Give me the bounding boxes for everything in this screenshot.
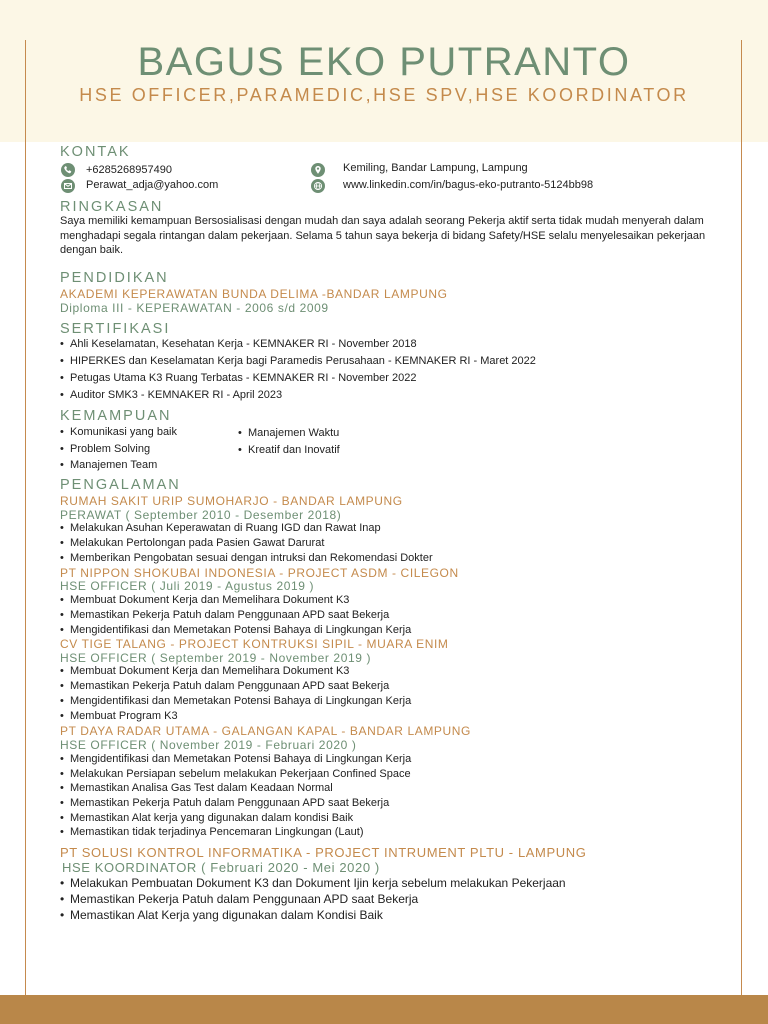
location-pin-icon: [311, 163, 325, 177]
contact-linkedin[interactable]: www.linkedin.com/in/bagus-eko-putranto-5124bb98: [343, 179, 594, 191]
job-company: CV TIGE TALANG - PROJECT KONTRUKSI SIPIL - MUARA ENIM: [60, 637, 449, 651]
phone-icon: [61, 163, 75, 177]
job-position: HSE KOORDINATOR ( Februari 2020 - Mei 2020 ): [62, 860, 380, 875]
list-item: • Memastikan Pekerja Patuh dalam Penggunaan APD saat Bekerja: [60, 892, 566, 908]
certifications-list: [60, 337, 536, 405]
list-item: • Petugas Utama K3 Ruang Terbatas - KEMNAKER RI - November 2022: [60, 371, 536, 388]
list-item: • Melakukan Persiapan sebelum melakukan Pekerjaan Confined Space: [60, 767, 411, 782]
list-item: • Memastikan Pekerja Patuh dalam Penggunaan APD saat Bekerja: [60, 796, 411, 811]
job-duties: [60, 521, 433, 566]
list-item: • Ahli Keselamatan, Kesehatan Kerja - KEMNAKER RI - November 2018: [60, 337, 536, 354]
job-duties: [60, 664, 411, 724]
list-item: • Melakukan Pertolongan pada Pasien Gawat Darurat: [60, 536, 433, 551]
list-item: • Mengidentifikasi dan Memetakan Potensi Bahaya di Lingkungan Kerja: [60, 623, 411, 638]
mail-icon: [61, 179, 75, 193]
footer-band: [0, 995, 768, 1024]
list-item: • Auditor SMK3 - KEMNAKER RI - April 2023: [60, 388, 536, 405]
job-position: PERAWAT ( September 2010 - Desember 2018): [60, 508, 342, 522]
list-item: • Memastikan Pekerja Patuh dalam Penggunaan APD saat Bekerja: [60, 679, 411, 694]
job-title: HSE OFFICER,PARAMEDIC,HSE SPV,HSE KOORDINATOR: [79, 85, 689, 105]
list-item: • Kreatif dan Inovatif: [238, 443, 340, 460]
list-item: • HIPERKES dan Keselamatan Kerja bagi Paramedis Perusahaan - KEMNAKER RI - Maret 2022: [60, 354, 536, 371]
education-school: AKADEMI KEPERAWATAN BUNDA DELIMA -BANDAR LAMPUNG: [60, 287, 448, 301]
list-item: • Komunikasi yang baik: [60, 425, 177, 442]
job-duties: [60, 876, 566, 924]
job-company: PT SOLUSI KONTROL INFORMATIKA - PROJECT INTRUMENT PLTU - LAMPUNG: [60, 845, 587, 860]
education-heading: PENDIDIKAN: [60, 270, 169, 286]
job-company: PT NIPPON SHOKUBAI INDONESIA - PROJECT ASDM - CILEGON: [60, 566, 459, 580]
list-item: • Melakukan Pembuatan Dokument K3 dan Dokument Ijin kerja sebelum melakukan Pekerjaan: [60, 876, 566, 892]
job-duties: [60, 752, 411, 840]
skills-list-left: [60, 425, 177, 475]
list-item: • Membuat Program K3: [60, 709, 411, 724]
list-item: • Problem Solving: [60, 442, 177, 459]
contact-phone: +6285268957490: [86, 164, 172, 176]
list-item: • Memberikan Pengobatan sesuai dengan intruksi dan Rekomendasi Dokter: [60, 551, 433, 566]
summary-heading: RINGKASAN: [60, 199, 164, 215]
job-position: HSE OFFICER ( September 2019 - November 2019 ): [60, 651, 372, 665]
job-position: HSE OFFICER ( November 2019 - Februari 2020 ): [60, 738, 357, 752]
education-degree: Diploma III - KEPERAWATAN - 2006 s/d 2009: [60, 301, 329, 315]
summary-text: Saya memiliki kemampuan Bersosialisasi dengan mudah dan saya adalah seorang Pekerja aktif serta tidak mudah menyerah dalam menghadapi segala rintangan dalam pekerjaan. Selama 5 tahun saya bekerja di bidang Safety/HSE selalu menyelesaikan pekerjaan dengan baik.: [60, 215, 706, 256]
contact-heading: KONTAK: [60, 144, 131, 160]
list-item: • Memastikan Analisa Gas Test dalam Keadaan Normal: [60, 781, 411, 796]
job-company: RUMAH SAKIT URIP SUMOHARJO - BANDAR LAMPUNG: [60, 494, 403, 508]
list-item: • Manajemen Team: [60, 458, 177, 475]
list-item: • Memastikan tidak terjadinya Pencemaran Lingkungan (Laut): [60, 825, 411, 840]
list-item: • Memastikan Alat Kerja yang digunakan dalam Kondisi Baik: [60, 908, 566, 924]
list-item: • Memastikan Pekerja Patuh dalam Penggunaan APD saat Bekerja: [60, 608, 411, 623]
certifications-heading: SERTIFIKASI: [60, 321, 171, 337]
contact-location: Kemiling, Bandar Lampung, Lampung: [343, 162, 528, 174]
job-position: HSE OFFICER ( Juli 2019 - Agustus 2019 ): [60, 579, 315, 593]
job-duties: [60, 593, 411, 638]
globe-icon: [311, 179, 325, 193]
right-border-line: [741, 40, 742, 996]
list-item: • Mengidentifikasi dan Memetakan Potensi Bahaya di Lingkungan Kerja: [60, 694, 411, 709]
list-item: • Manajemen Waktu: [238, 426, 340, 443]
contact-email[interactable]: Perawat_adja@yahoo.com: [86, 179, 219, 191]
skills-heading: KEMAMPUAN: [60, 408, 172, 424]
list-item: • Membuat Dokument Kerja dan Memelihara Dokument K3: [60, 664, 411, 679]
list-item: • Membuat Dokument Kerja dan Memelihara Dokument K3: [60, 593, 411, 608]
list-item: • Melakukan Asuhan Keperawatan di Ruang IGD dan Rawat Inap: [60, 521, 433, 536]
job-company: PT DAYA RADAR UTAMA - GALANGAN KAPAL - BANDAR LAMPUNG: [60, 724, 471, 738]
list-item: • Mengidentifikasi dan Memetakan Potensi Bahaya di Lingkungan Kerja: [60, 752, 411, 767]
list-item: • Memastikan Alat kerja yang digunakan dalam kondisi Baik: [60, 811, 411, 826]
experience-heading: PENGALAMAN: [60, 477, 181, 493]
person-name: BAGUS EKO PUTRANTO: [137, 40, 631, 84]
skills-list-right: [238, 426, 340, 459]
left-border-line: [25, 40, 26, 996]
